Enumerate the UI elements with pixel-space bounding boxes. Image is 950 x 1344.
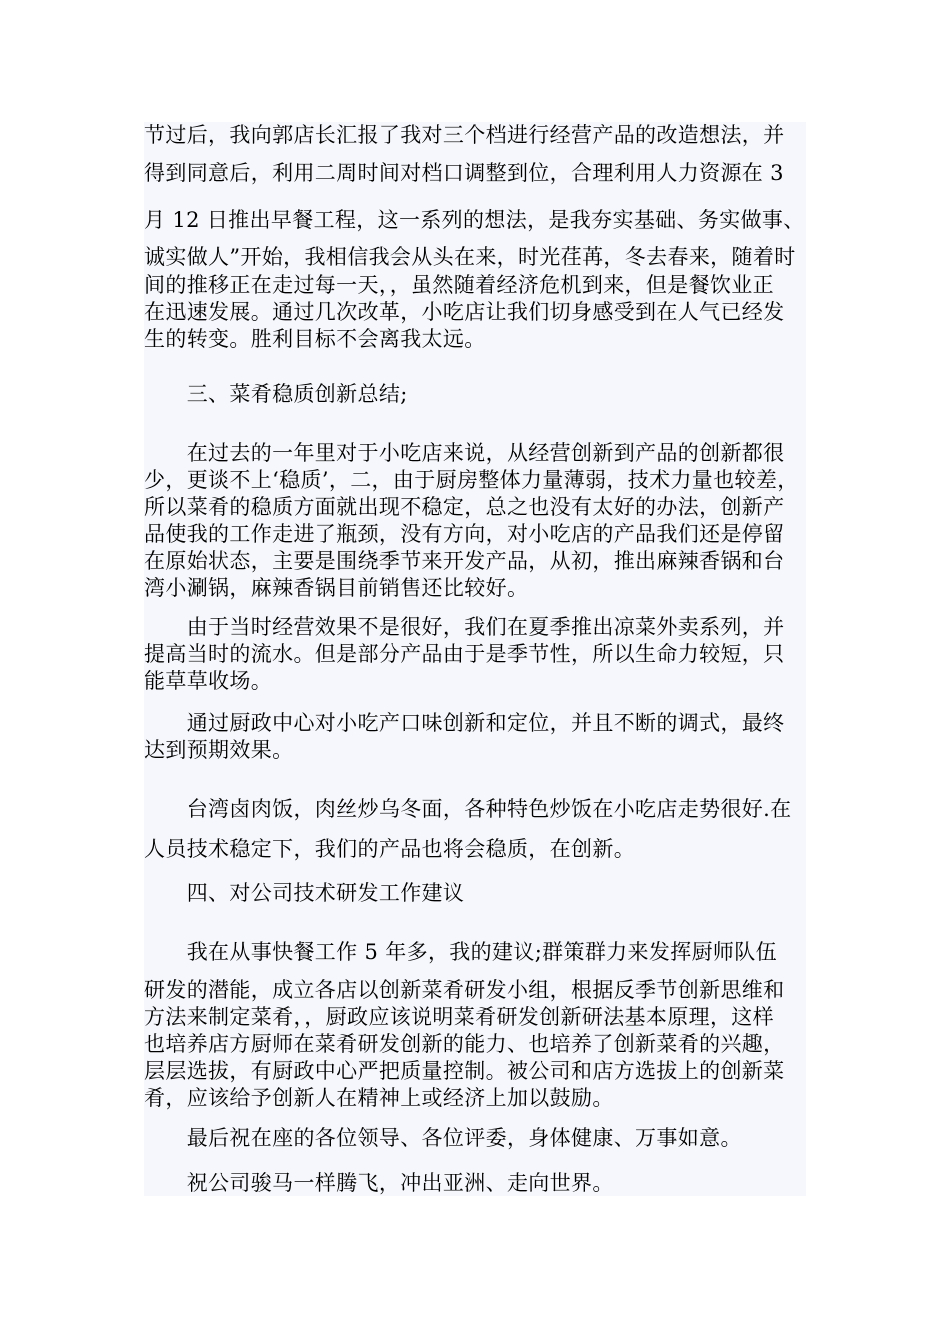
paragraph-6-line-6: 肴，应该给予创新人在精神上或经济上加以鼓励。	[144, 1086, 614, 1110]
paragraph-7-line-1: 最后祝在座的各位领导、各位评委，身体健康、万事如意。	[144, 1126, 742, 1150]
paragraph-2-line-4: 品使我的工作走进了瓶颈，没有方向，对小吃店的产品我们还是停留	[144, 522, 785, 546]
paragraph-4-line-2: 达到预期效果。	[144, 738, 294, 762]
paragraph-3-line-1: 由于当时经营效果不是很好，我们在夏季推出凉菜外卖系列，并	[144, 615, 785, 639]
paragraph-6-line-5: 层层选拔，有厨政中心严把质量控制。被公司和店方选拔上的创新菜	[144, 1059, 785, 1083]
paragraph-1-line-6: 在迅速发展。通过几次改革，小吃店让我们切身感受到在人气已经发	[144, 300, 785, 324]
paragraph-2-line-6: 湾小涮锅，麻辣香锅目前销售还比较好。	[144, 576, 529, 600]
paragraph-3-line-2: 提高当时的流水。但是部分产品由于是季节性，所以生命力较短，只	[144, 642, 785, 666]
paragraph-2-line-5: 在原始状态，主要是围绕季节来开发产品，从初，推出麻辣香锅和台	[144, 549, 785, 573]
paragraph-1-line-4: 诚实做人”开始，我相信我会从头在来，时光荏苒，冬去春来，随着时	[144, 245, 796, 269]
paragraph-6-line-3: 方法来制定菜肴，，厨政应该说明菜肴研发创新研法基本原理，这样	[144, 1005, 774, 1029]
section-heading-3: 三、菜肴稳质创新总结;	[144, 382, 408, 406]
section-heading-4: 四、对公司技术研发工作建议	[144, 881, 465, 905]
paragraph-6-line-4: 也培养店方厨师在菜肴研发创新的能力、也培养了创新菜肴的兴趣，	[144, 1032, 785, 1056]
paragraph-1-line-3: 月 12 日推出早餐工程，这一系列的想法，是我夯实基础、务实做事、	[144, 208, 805, 232]
paragraph-6-line-2: 研发的潜能，成立各店以创新菜肴研发小组，根据反季节创新思维和	[144, 978, 785, 1002]
paragraph-4-line-1: 通过厨政中心对小吃产口味创新和定位，并且不断的调式，最终	[144, 711, 785, 735]
paragraph-5-line-2: 人员技术稳定下，我们的产品也将会稳质，在创新。	[144, 837, 636, 861]
paragraph-2-line-1: 在过去的一年里对于小吃店来说，从经营创新到产品的创新都很	[144, 441, 785, 465]
paragraph-1-line-2: 得到同意后，利用二周时间对档口调整到位，合理利用人力资源在 3	[144, 161, 784, 185]
paragraph-6-line-1: 我在从事快餐工作 5 年多，我的建议;群策群力来发挥厨师队伍	[144, 940, 777, 964]
paragraph-2-line-2: 少，更谈不上‘稳质’，二，由于厨房整体力量薄弱，技术力量也较差，	[144, 468, 799, 492]
paragraph-1-line-7: 生的转变。胜利目标不会离我太远。	[144, 327, 486, 351]
paragraph-2-line-3: 所以菜肴的稳质方面就出现不稳定，总之也没有太好的办法，创新产	[144, 495, 785, 519]
paragraph-5-line-1: 台湾卤肉饭，肉丝炒乌冬面，各种特色炒饭在小吃店走势很好.在	[144, 797, 792, 821]
paragraph-1-line-1: 节过后，我向郭店长汇报了我对三个档进行经营产品的改造想法，并	[144, 123, 785, 147]
paragraph-3-line-3: 能草草收场。	[144, 669, 273, 693]
paragraph-1-line-5: 间的推移正在走过每一天，，虽然随着经济危机到来，但是餐饮业正	[144, 273, 774, 297]
paragraph-8-line-1: 祝公司骏马一样腾飞，冲出亚洲、走向世界。	[144, 1171, 614, 1195]
